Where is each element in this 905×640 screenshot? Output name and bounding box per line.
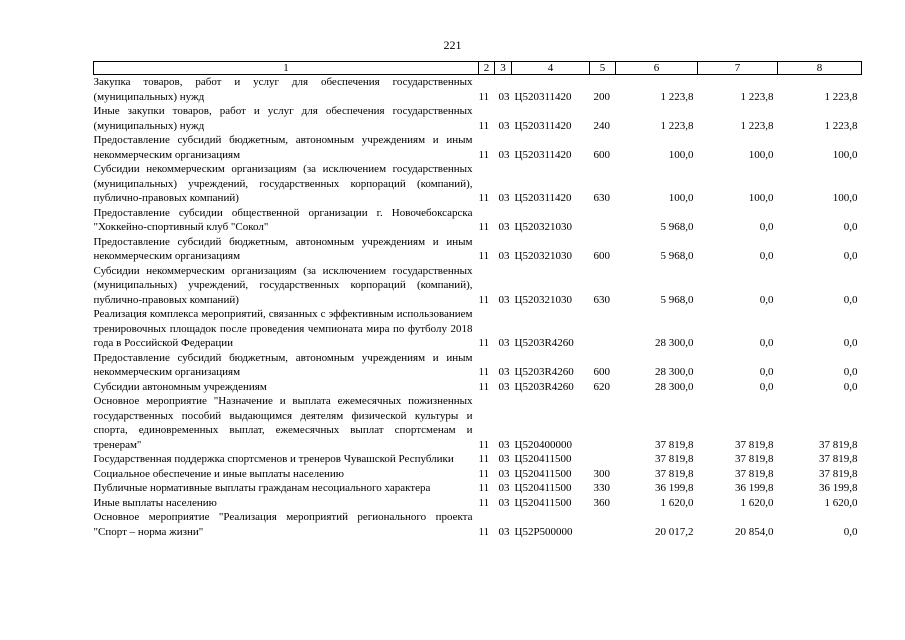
column-number-header-row (94, 62, 862, 75)
amount-year-2: 37 819,8 (735, 467, 774, 480)
row-name: Предоставление субсидий бюджетным, автономным учреждениям и иным некоммерческим организациям (93, 351, 473, 378)
target-article-code: Ц520311420 (514, 90, 572, 103)
expense-type-code: 360 (593, 496, 610, 509)
column-header: 5 (590, 62, 616, 75)
column-header: 4 (512, 62, 590, 75)
amount-year-3: 0,0 (843, 250, 858, 262)
amount-year-2: 0,0 (759, 250, 774, 262)
amount-year-1: 36 199,8 (655, 482, 694, 494)
amount-year-2: 1 620,0 (740, 496, 774, 509)
amount-year-2: 100,0 (748, 148, 774, 161)
row-name: Субсидии автономным учреждениям (93, 380, 267, 393)
row-name: Субсидии некоммерческим организациям (за исключением государственных (муниципальных) учреждений, государственных корпораций (компаний), публично-правовых компаний) (93, 264, 473, 306)
table-row (94, 264, 862, 308)
expense-type-code (590, 394, 616, 452)
amount-year-2: 0,0 (759, 380, 774, 393)
target-article-code: Ц520411500 (514, 496, 572, 509)
section-code: 11 (478, 119, 490, 132)
target-article-code: Ц5203R4260 (514, 337, 574, 349)
amount-year-1: 1 223,8 (660, 90, 694, 103)
target-article-code: Ц5203R4260 (514, 366, 574, 378)
table-row (94, 104, 862, 133)
amount-year-1: 100,0 (668, 192, 694, 204)
amount-year-3: 100,0 (832, 192, 858, 204)
page-number: 221 (443, 38, 462, 52)
row-name: Иные выплаты населению (93, 496, 217, 509)
expense-type-code (590, 206, 616, 235)
amount-year-3: 0,0 (843, 221, 858, 233)
target-article-code: Ц52P500000 (514, 525, 573, 538)
amount-year-2: 36 199,8 (735, 482, 774, 494)
subsection-code: 03 (498, 148, 510, 161)
column-header: 6 (616, 62, 698, 75)
subsection-code: 03 (498, 453, 510, 465)
expense-type-code: 620 (593, 380, 610, 393)
amount-year-1: 28 300,0 (655, 380, 694, 393)
expense-type-code: 630 (593, 293, 610, 306)
section-code: 11 (478, 337, 490, 349)
target-article-code: Ц520411500 (514, 482, 572, 494)
table-row (94, 481, 862, 496)
expense-type-code (590, 510, 616, 539)
row-name: Основное мероприятие "Назначение и выплата ежемесячных пожизненных государственных пособий выдающимся деятелям физической культуры и спорта, единовременных выплат, ежемесячных выплат спортсменам и тренерам" (93, 395, 473, 451)
expense-type-code: 330 (593, 482, 610, 494)
row-name: Субсидии некоммерческим организациям (за исключением государственных (муниципальных) учреждений, государственных корпораций (компаний), публично-правовых компаний) (93, 163, 473, 204)
table-row (94, 235, 862, 264)
expense-type-code: 600 (593, 148, 610, 161)
amount-year-2: 1 223,8 (740, 90, 774, 103)
section-code: 11 (478, 366, 490, 378)
row-name: Иные закупки товаров, работ и услуг для обеспечения государственных (муниципальных) нужд (93, 105, 473, 132)
row-name: Основное мероприятие "Реализация мероприятий регионального проекта "Спорт – норма жизни" (93, 511, 473, 538)
amount-year-1: 5 968,0 (660, 221, 694, 233)
table-row (94, 351, 862, 380)
expense-type-code: 240 (593, 119, 610, 132)
subsection-code: 03 (498, 366, 510, 378)
amount-year-1: 1 223,8 (660, 119, 694, 132)
amount-year-1: 37 819,8 (655, 453, 694, 465)
amount-year-1: 100,0 (668, 148, 694, 161)
table-row (94, 206, 862, 235)
amount-year-2: 0,0 (759, 337, 774, 349)
amount-year-1: 37 819,8 (655, 467, 694, 480)
amount-year-2: 0,0 (759, 366, 774, 378)
subsection-code: 03 (498, 250, 510, 262)
section-code: 11 (478, 250, 490, 262)
expense-type-code (590, 452, 616, 467)
amount-year-3: 37 819,8 (819, 438, 858, 451)
subsection-code: 03 (498, 293, 510, 306)
subsection-code: 03 (498, 467, 510, 480)
expense-type-code (590, 307, 616, 351)
amount-year-1: 1 620,0 (660, 496, 694, 509)
amount-year-3: 0,0 (843, 380, 858, 393)
table-row (94, 394, 862, 452)
amount-year-1: 28 300,0 (655, 337, 694, 349)
table-row (94, 452, 862, 467)
subsection-code: 03 (498, 221, 510, 233)
column-header: 3 (495, 62, 512, 75)
section-code: 11 (478, 496, 490, 509)
subsection-code: 03 (498, 438, 510, 451)
amount-year-2: 0,0 (759, 293, 774, 306)
section-code: 11 (478, 148, 490, 161)
section-code: 11 (478, 221, 490, 233)
subsection-code: 03 (498, 482, 510, 494)
amount-year-3: 0,0 (843, 366, 858, 378)
amount-year-3: 37 819,8 (819, 467, 858, 480)
table-row (94, 380, 862, 395)
section-code: 11 (478, 293, 490, 306)
expense-type-code: 600 (593, 250, 610, 262)
amount-year-3: 36 199,8 (819, 482, 858, 494)
subsection-code: 03 (498, 119, 510, 132)
amount-year-3: 0,0 (843, 293, 858, 306)
column-header: 2 (479, 62, 495, 75)
target-article-code: Ц520311420 (514, 119, 572, 132)
expense-type-code: 200 (593, 90, 610, 103)
amount-year-2: 20 854,0 (735, 525, 774, 538)
table-row (94, 496, 862, 511)
target-article-code: Ц5203R4260 (514, 380, 574, 393)
subsection-code: 03 (498, 380, 510, 393)
amount-year-3: 1 223,8 (824, 90, 858, 103)
target-article-code: Ц520321030 (514, 293, 572, 306)
row-name: Публичные нормативные выплаты гражданам несоциального характера (93, 482, 431, 494)
subsection-code: 03 (498, 337, 510, 349)
table-row (94, 162, 862, 206)
row-name: Предоставление субсидий бюджетным, автономным учреждениям и иным некоммерческим организациям (93, 134, 473, 161)
column-header: 1 (94, 62, 479, 75)
target-article-code: Ц520411500 (514, 453, 572, 465)
section-code: 11 (478, 380, 490, 393)
target-article-code: Ц520311420 (514, 192, 572, 204)
amount-year-3: 0,0 (843, 525, 858, 538)
section-code: 11 (478, 482, 490, 494)
table-row (94, 307, 862, 351)
amount-year-1: 20 017,2 (655, 525, 694, 538)
subsection-code: 03 (498, 496, 510, 509)
target-article-code: Ц520311420 (514, 148, 572, 161)
amount-year-1: 5 968,0 (660, 250, 694, 262)
row-name: Государственная поддержка спортсменов и тренеров Чувашской Республики (93, 453, 454, 465)
row-name: Реализация комплекса мероприятий, связанных с эффективным использованием тренировочных площадок после проведения чемпионата мира по футболу 2018 года в Российской Федерации (93, 308, 473, 349)
target-article-code: Ц520400000 (514, 438, 572, 451)
column-header: 8 (778, 62, 862, 75)
row-name: Предоставление субсидий бюджетным, автономным учреждениям и иным некоммерческим организациям (93, 235, 473, 262)
section-code: 11 (478, 525, 490, 538)
target-article-code: Ц520321030 (514, 221, 572, 233)
row-name: Закупка товаров, работ и услуг для обеспечения государственных (муниципальных) нужд (93, 76, 473, 103)
amount-year-2: 37 819,8 (735, 438, 774, 451)
amount-year-3: 1 223,8 (824, 119, 858, 132)
expense-type-code: 600 (593, 366, 610, 378)
column-header: 7 (698, 62, 778, 75)
amount-year-2: 100,0 (748, 192, 774, 204)
section-code: 11 (478, 453, 490, 465)
amount-year-3: 37 819,8 (819, 453, 858, 465)
table-row (94, 133, 862, 162)
expense-type-code: 630 (593, 192, 610, 204)
amount-year-2: 1 223,8 (740, 119, 774, 132)
target-article-code: Ц520321030 (514, 250, 572, 262)
amount-year-1: 37 819,8 (655, 438, 694, 451)
row-name: Социальное обеспечение и иные выплаты населению (93, 467, 345, 480)
section-code: 11 (478, 438, 490, 451)
amount-year-3: 100,0 (832, 148, 858, 161)
amount-year-1: 28 300,0 (655, 366, 694, 378)
subsection-code: 03 (498, 525, 510, 538)
amount-year-3: 1 620,0 (824, 496, 858, 509)
amount-year-1: 5 968,0 (660, 293, 694, 306)
subsection-code: 03 (498, 192, 510, 204)
subsection-code: 03 (498, 90, 510, 103)
amount-year-2: 0,0 (759, 221, 774, 233)
section-code: 11 (478, 467, 490, 480)
target-article-code: Ц520411500 (514, 467, 572, 480)
section-code: 11 (478, 192, 490, 204)
row-name: Предоставление субсидии общественной организации г. Новочебоксарска "Хоккейно-спортивный клуб "Сокол" (93, 206, 473, 233)
table-row (94, 510, 862, 539)
budget-table (93, 61, 862, 539)
amount-year-3: 0,0 (843, 337, 858, 349)
amount-year-2: 37 819,8 (735, 453, 774, 465)
table-row (94, 75, 862, 105)
section-code: 11 (478, 90, 490, 103)
expense-type-code: 300 (593, 467, 610, 480)
table-row (94, 467, 862, 482)
